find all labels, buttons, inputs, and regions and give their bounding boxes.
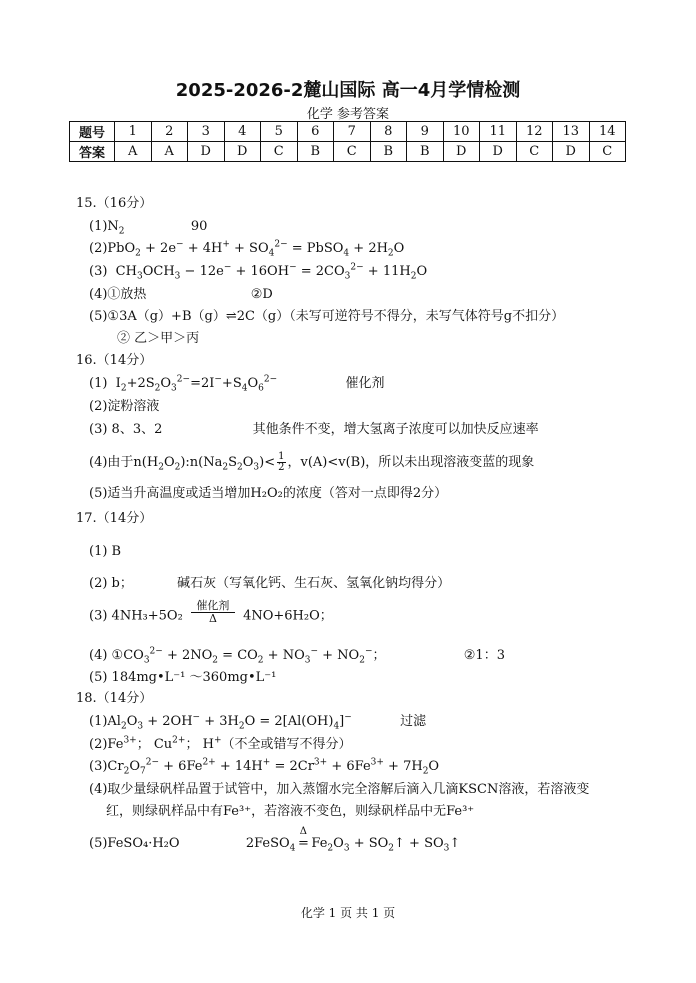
table-cell: 7 <box>334 122 371 142</box>
q18-part1-b: 过滤 <box>400 714 427 729</box>
q15-part1-formula: $(1)N_2$ <box>89 219 125 237</box>
answer-table-number-row <box>70 122 626 142</box>
table-cell: C <box>589 142 626 162</box>
q17-part4: (4) $①CO_3^{2-} + 2NO_2 = CO_2 + NO_3^- + NO_2^-$； ②1：3 <box>89 646 505 666</box>
table-cell: D <box>480 142 517 162</box>
q16-part3-a: (3) 8、3、2 <box>89 422 163 437</box>
q16-heading: 16.（14分） <box>76 353 153 368</box>
q15-part4-b: ②D <box>250 287 273 302</box>
q18-part4-line2: 红，则绿矾样品中有Fe³⁺，若溶液不变色，则绿矾样品中无Fe³⁺ <box>106 804 475 819</box>
q16-part5: (5)适当升高温度或适当增加H₂O₂的浓度（答对一点即得2分） <box>89 486 448 501</box>
q16-part3-b: 其他条件不变，增大氢离子浓度可以加快反应速率 <box>252 422 539 437</box>
row-label-answer: 答案 <box>70 142 115 162</box>
table-cell: D <box>443 142 480 162</box>
table-cell: A <box>115 142 152 162</box>
table-cell: 2 <box>151 122 188 142</box>
table-cell: 6 <box>297 122 334 142</box>
table-cell: 9 <box>407 122 444 142</box>
table-cell: B <box>407 142 444 162</box>
q15-part5-a: ①3A（g）+B（g）⇌2C（g）（未写可逆符号不得分，未写气体符号g不扣分） <box>107 309 565 324</box>
q18-part2: $(2)Fe^{3+}$； $Cu^{2+}$； H+（不全或错写不得分） <box>89 735 352 752</box>
table-cell: 13 <box>553 122 590 142</box>
table-cell: B <box>297 142 334 162</box>
table-cell: 5 <box>261 122 298 142</box>
q15-part5: (5)①3A（g）+B（g）⇌2C（g）（未写可逆符号不得分，未写气体符号g不扣分） <box>89 309 565 324</box>
answer-table-answer-row <box>70 142 626 162</box>
q15-part4: (4)①放热 ②D <box>89 287 273 302</box>
q16-part1: (1) $I_2+2S_2O_3^{2-}=2I^-+S_4O_6^{2-}$ 催化剂 <box>89 374 385 394</box>
table-cell: 10 <box>443 122 480 142</box>
table-cell: 12 <box>516 122 553 142</box>
q16-part3 <box>89 422 539 438</box>
q18-part5: (5)FeSO₄·H₂O 2FeSO$_4$ Δ = $Fe_2O_3$ + $SO_2↑$ + $SO_3↑$ <box>89 826 461 854</box>
table-cell: 11 <box>480 122 517 142</box>
q16-part4: (4)由于$n(H_2O_2):n(Na_2S_2O_3)<$ $\frac{1}{2}$ ，v(A)<v(B)，所以未出现溶液变蓝的现象 <box>89 451 535 473</box>
q18-part1: $(1)Al_2O_3 + 2OH^- + 3H_2O = 2[Al(OH)_4]^-$ 过滤 <box>89 712 427 732</box>
table-cell: D <box>553 142 590 162</box>
q18-part5-a: FeSO₄·H₂O <box>107 836 180 851</box>
q17-part3: (3) 4NH₃+5O₂ 催化剂 Δ 4NO+6H₂O； <box>89 599 333 625</box>
q15-part3: (3) $CH_3OCH_3 - 12e^- + 16OH^- = 2CO_3^{2-} + 11H_2O$ <box>89 262 428 282</box>
fraction-one-half: $\frac{1}{2}$ <box>278 451 285 473</box>
q18-part3: $(3)Cr_2O_7^{2-} + 6Fe^{2+} + 14H^+ = 2Cr^{3+} + 6Fe^{3+} + 7H_2O$ <box>89 757 440 777</box>
catalyst-arrow: 催化剂 Δ <box>191 600 235 625</box>
heat-equals: Δ = <box>297 826 309 851</box>
q15-part4-a: ①放热 <box>107 287 147 302</box>
table-cell: C <box>261 142 298 162</box>
q17-part2-a: (2) b； <box>89 576 133 591</box>
q17-part5: (5) 184mg•L⁻¹ ～360mg•L⁻¹ <box>89 670 277 685</box>
page-footer: 化学 1 页 共 1 页 <box>300 906 396 920</box>
q17-part2 <box>89 576 450 592</box>
table-cell: 3 <box>188 122 225 142</box>
table-cell: D <box>224 142 261 162</box>
table-cell: D <box>188 142 225 162</box>
q15-part1 <box>89 219 207 235</box>
q16-part1-note: 催化剂 <box>345 376 385 391</box>
q16-part2: (2)淀粉溶液 <box>89 399 160 414</box>
q17-part4-b: ②1：3 <box>463 648 505 663</box>
answer-table <box>69 121 626 162</box>
q17-part1: (1) B <box>89 544 122 559</box>
q15-part5-b: ② 乙＞甲＞丙 <box>117 331 200 346</box>
q18-part4-line1: (4)取少量绿矾样品置于试管中，加入蒸馏水完全溶解后滴入几滴KSCN溶液，若溶液变 <box>89 782 590 797</box>
q17-part2-b: 碱石灰（写氧化钙、生石灰、氢氧化钠均得分） <box>177 576 451 591</box>
q17-heading: 17.（14分） <box>76 511 153 526</box>
table-cell: B <box>370 142 407 162</box>
table-cell: 8 <box>370 122 407 142</box>
table-cell: A <box>151 142 188 162</box>
page-title: 2025-2026-2麓山国际 高一4月学情检测 <box>175 80 521 101</box>
q15-part1-value: 90 <box>190 219 208 234</box>
row-label-number: 题号 <box>70 122 115 142</box>
q15-part2: $(2)PbO_2 + 2e^- + 4H^+ + SO_4^{2-}$ = PbSO$_4$ + $2H_2O$ <box>89 239 405 259</box>
page-subtitle: 化学 参考答案 <box>306 107 390 122</box>
table-cell: 14 <box>589 122 626 142</box>
table-cell: 1 <box>115 122 152 142</box>
q15-heading: 15.（16分） <box>76 196 153 211</box>
q18-heading: 18.（14分） <box>76 691 153 706</box>
table-cell: C <box>516 142 553 162</box>
table-cell: 4 <box>224 122 261 142</box>
table-cell: C <box>334 142 371 162</box>
